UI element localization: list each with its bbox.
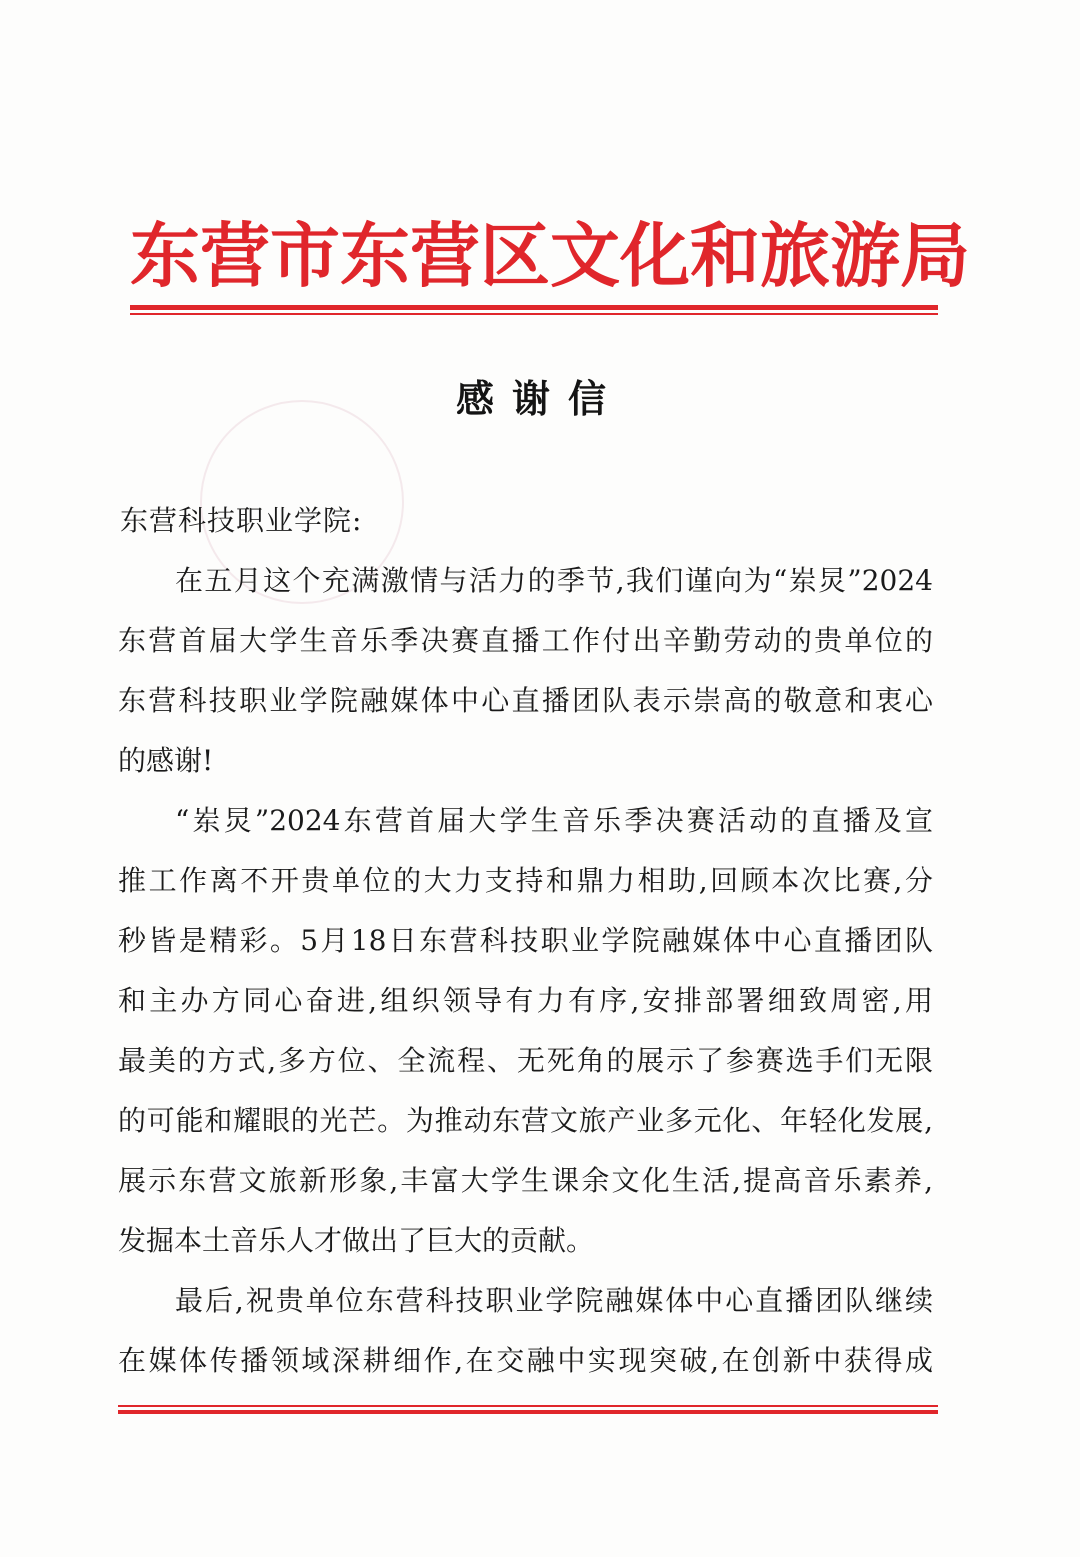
- salutation: 东营科技职业学院:: [120, 504, 363, 537]
- body-line: “岽炅”2024东营首届大学生音乐季决赛活动的直播及宣: [175, 804, 933, 837]
- body-line: 发掘本土音乐人才做出了巨大的贡献。: [118, 1224, 595, 1257]
- letterhead-rule-thick: [130, 305, 938, 310]
- body-line: 秒皆是精彩。5月18日东营科技职业学院融媒体中心直播团队: [118, 924, 933, 957]
- body-line: 和主办方同心奋进,组织领导有力有序,安排部署细致周密,用: [118, 984, 933, 1017]
- letterhead-rule-thin: [130, 313, 938, 315]
- body-line: 在媒体传播领域深耕细作,在交融中实现突破,在创新中获得成: [118, 1344, 933, 1377]
- footer-rule-thin: [118, 1405, 938, 1407]
- body-line: 东营科技职业学院融媒体中心直播团队表示崇高的敬意和衷心: [118, 684, 933, 717]
- body-line: 最美的方式,多方位、全流程、无死角的展示了参赛选手们无限: [118, 1044, 933, 1077]
- letterhead-org-name: 东营市东营区文化和旅游局: [130, 214, 970, 297]
- body-line: 推工作离不开贵单位的大力支持和鼎力相助,回顾本次比赛,分: [118, 864, 933, 897]
- body-line: 展示东营文旅新形象,丰富大学生课余文化生活,提高音乐素养,: [118, 1164, 933, 1197]
- body-line: 的感谢!: [118, 744, 214, 777]
- footer-rule-thick: [118, 1410, 938, 1414]
- document-title: 感谢信: [455, 376, 624, 421]
- body-line: 的可能和耀眼的光芒。为推动东营文旅产业多元化、年轻化发展,: [118, 1104, 933, 1137]
- body-line: 最后,祝贵单位东营科技职业学院融媒体中心直播团队继续: [175, 1284, 933, 1317]
- body-line: 东营首届大学生音乐季决赛直播工作付出辛勤劳动的贵单位的: [118, 624, 933, 657]
- body-line: 在五月这个充满激情与活力的季节,我们谨向为“岽炅”2024: [175, 564, 933, 597]
